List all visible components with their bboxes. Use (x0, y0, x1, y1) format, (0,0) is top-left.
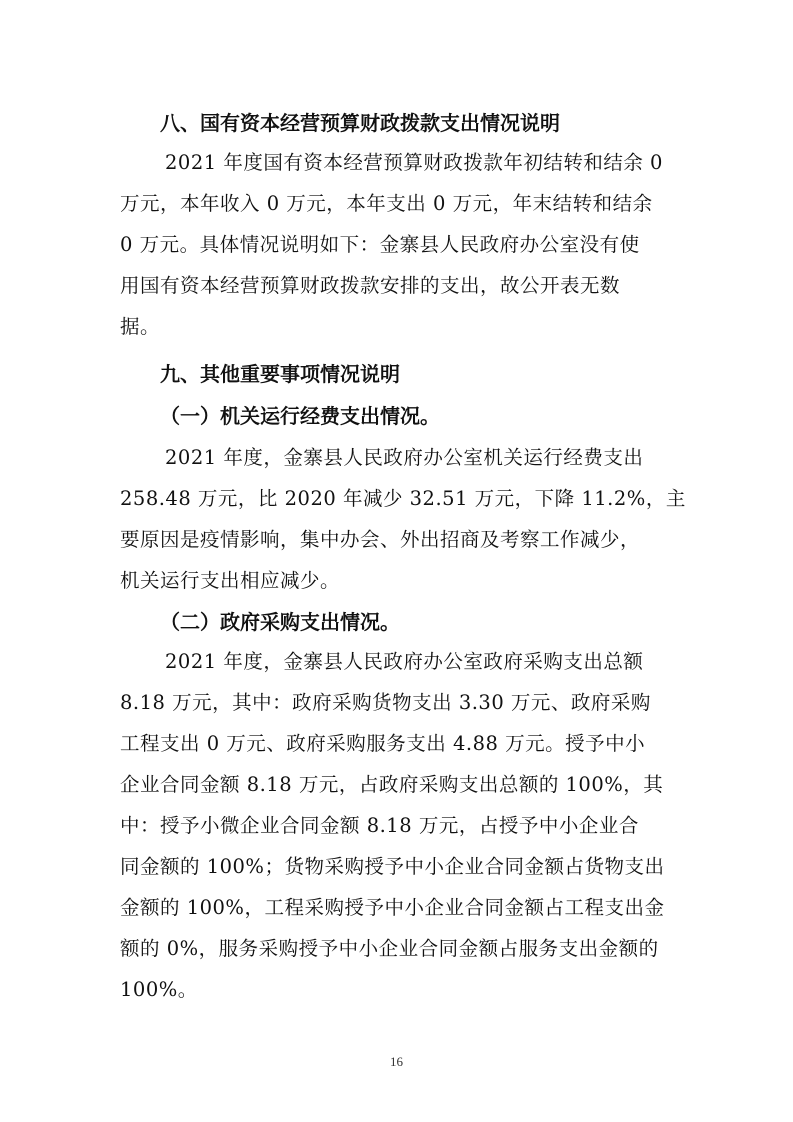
subsection-2-heading: （二）政府采购支出情况。 (160, 610, 400, 634)
subsection-2-line: 同金额的 100%；货物采购授予中小企业合同金额占货物支出 (120, 855, 665, 878)
section-8-heading: 八、国有资本经营预算财政拨款支出情况说明 (160, 111, 560, 135)
subsection-2-line: 100%。 (120, 978, 198, 1001)
section-9-heading: 九、其他重要事项情况说明 (160, 362, 400, 386)
subsection-2-line: 工程支出 0 万元、政府采购服务支出 4.88 万元。授予中小 (120, 732, 646, 755)
page-number: 16 (390, 1054, 403, 1069)
section-8-line: 用国有资本经营预算财政拨款安排的支出，故公开表无数 (120, 274, 621, 297)
subsection-1-heading: （一）机关运行经费支出情况。 (160, 404, 440, 428)
subsection-1-line: 要原因是疫情影响，集中办会、外出招商及考察工作减少， (120, 528, 641, 551)
section-8-line: 2021 年度国有资本经营预算财政拨款年初结转和结余 0 (165, 151, 663, 174)
subsection-2-line: 中：授予小微企业合同金额 8.18 万元，占授予中小企业合 (120, 814, 639, 837)
subsection-1-line: 258.48 万元，比 2020 年减少 32.51 万元，下降 11.2%，主 (120, 487, 686, 510)
subsection-1-line: 机关运行支出相应减少。 (120, 569, 341, 592)
section-8-line: 0 万元。具体情况说明如下：金寨县人民政府办公室没有使 (120, 233, 640, 256)
subsection-2-line: 8.18 万元，其中：政府采购货物支出 3.30 万元、政府采购 (120, 691, 651, 714)
subsection-1-line: 2021 年度，金寨县人民政府办公室机关运行经费支出 (165, 446, 644, 469)
subsection-2-line: 额的 0%，服务采购授予中小企业合同金额占服务支出金额的 (120, 937, 659, 960)
subsection-2-line: 金额的 100%，工程采购授予中小企业合同金额占工程支出金 (120, 896, 665, 919)
subsection-2-line: 企业合同金额 8.18 万元，占政府采购支出总额的 100%，其 (120, 773, 664, 796)
section-8-line: 据。 (120, 315, 161, 338)
section-8-line: 万元，本年收入 0 万元，本年支出 0 万元，年末结转和结余 (120, 192, 653, 215)
subsection-2-line: 2021 年度，金寨县人民政府办公室政府采购支出总额 (165, 650, 644, 673)
